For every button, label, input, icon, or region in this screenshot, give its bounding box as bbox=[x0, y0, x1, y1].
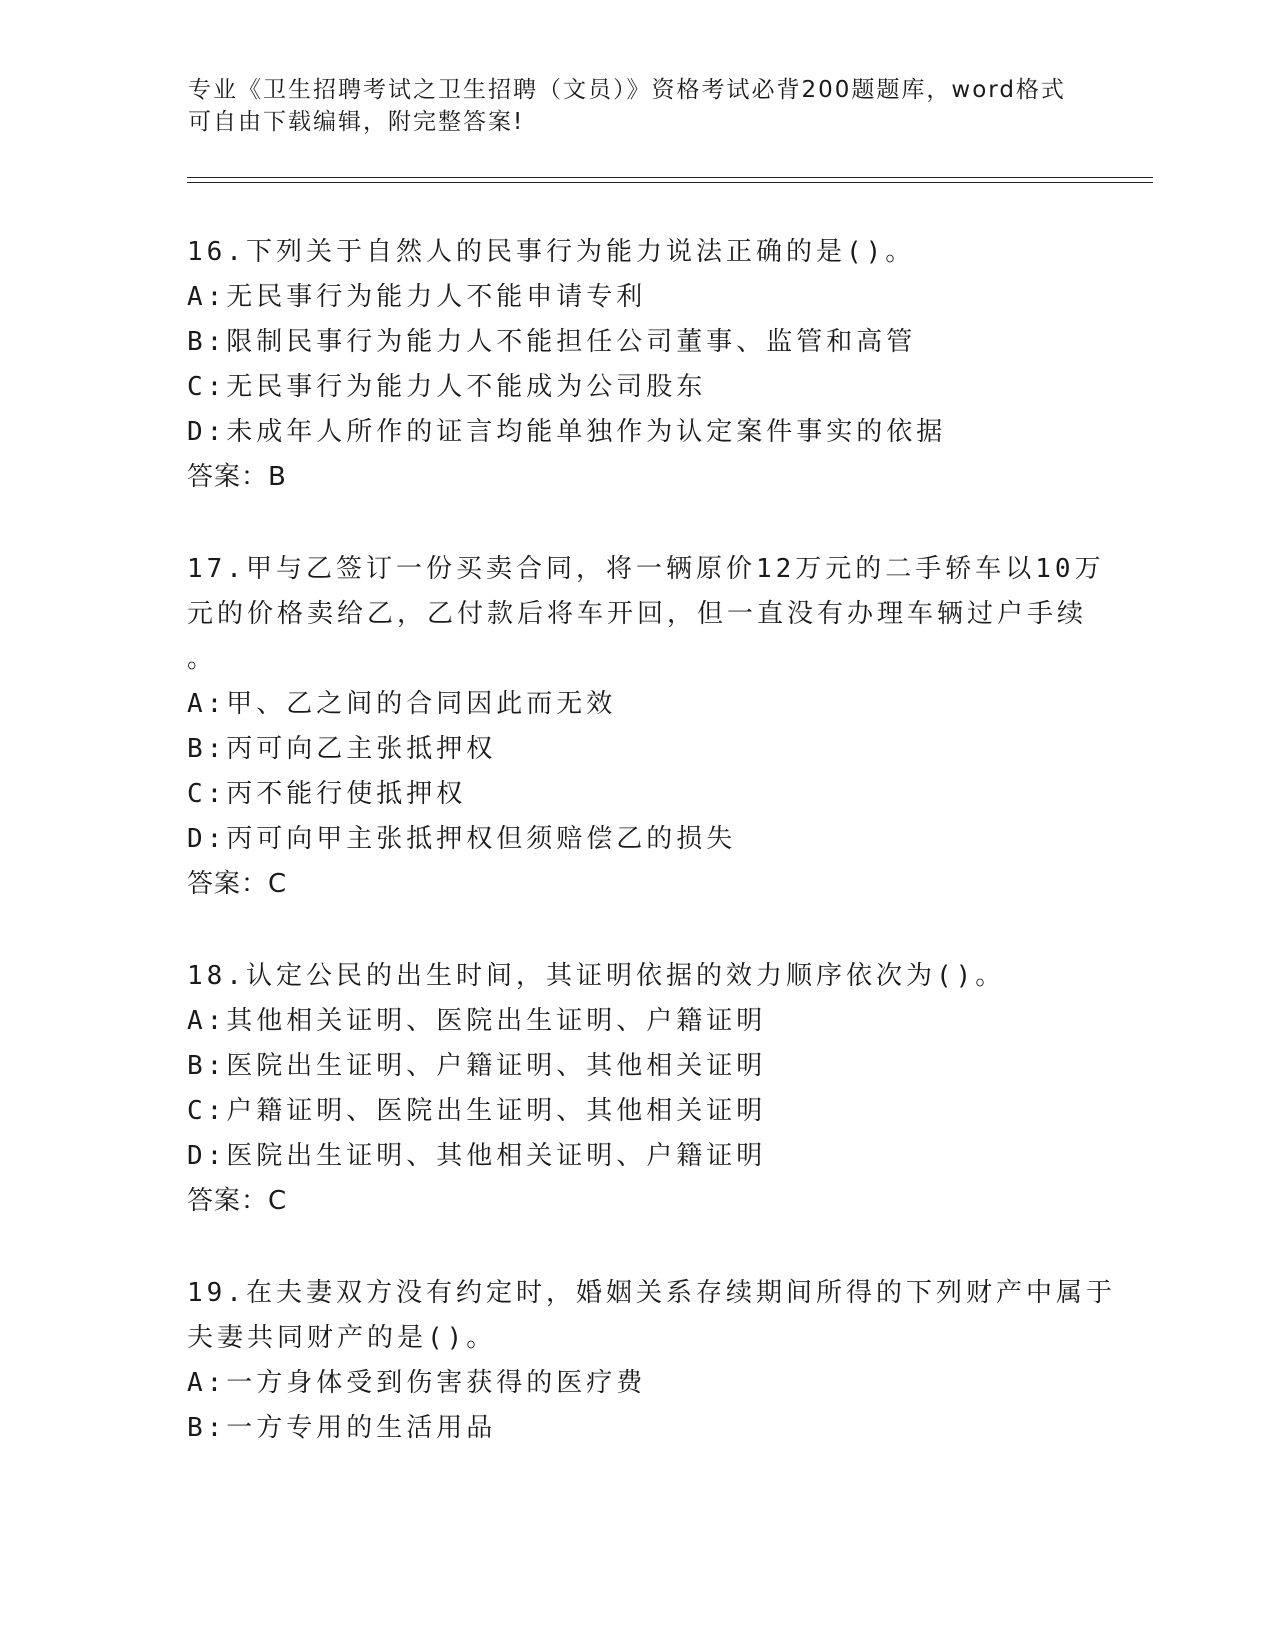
question-stem: 17.甲与乙签订一份买卖合同，将一辆原价12万元的二手轿车以10万 bbox=[187, 554, 1105, 584]
question-16 bbox=[187, 230, 1087, 500]
question-18 bbox=[187, 954, 1087, 1224]
question-stem: 夫妻共同财产的是()。 bbox=[187, 1323, 497, 1353]
option-a: A:其他相关证明、医院出生证明、户籍证明 bbox=[187, 1006, 767, 1036]
option-b: B:一方专用的生活用品 bbox=[187, 1413, 497, 1443]
option-c: C:丙不能行使抵押权 bbox=[187, 779, 467, 809]
option-c: C:户籍证明、医院出生证明、其他相关证明 bbox=[187, 1096, 767, 1126]
option-a: A:一方身体受到伤害获得的医疗费 bbox=[187, 1368, 647, 1398]
question-stem: 16.下列关于自然人的民事行为能力说法正确的是()。 bbox=[187, 237, 916, 267]
answer: 答案：C bbox=[187, 1186, 288, 1216]
header-divider-top bbox=[187, 177, 1153, 178]
answer: 答案：B bbox=[187, 462, 287, 492]
option-b: B:丙可向乙主张抵押权 bbox=[187, 734, 497, 764]
option-a: A:甲、乙之间的合同因此而无效 bbox=[187, 689, 617, 719]
document-header bbox=[188, 74, 1088, 138]
answer: 答案：C bbox=[187, 869, 288, 899]
option-c: C:无民事行为能力人不能成为公司股东 bbox=[187, 372, 707, 402]
question-stem: 19.在夫妻双方没有约定时，婚姻关系存续期间所得的下列财产中属于 bbox=[187, 1278, 1116, 1308]
header-divider-bottom bbox=[187, 182, 1153, 183]
question-17 bbox=[187, 547, 1105, 907]
option-d: D:未成年人所作的证言均能单独作为认定案件事实的依据 bbox=[187, 417, 947, 447]
option-b: B:限制民事行为能力人不能担任公司董事、监管和高管 bbox=[187, 327, 917, 357]
header-line-2: 可自由下载编辑，附完整答案! bbox=[188, 109, 525, 135]
question-list bbox=[187, 230, 1116, 1451]
option-d: D:丙可向甲主张抵押权但须赔偿乙的损失 bbox=[187, 824, 737, 854]
question-19 bbox=[187, 1271, 1116, 1451]
option-a: A:无民事行为能力人不能申请专利 bbox=[187, 282, 647, 312]
header-line-1: 专业《卫生招聘考试之卫生招聘（文员）》资格考试必背200题题库，word格式 bbox=[188, 77, 1066, 103]
option-d: D:医院出生证明、其他相关证明、户籍证明 bbox=[187, 1141, 767, 1171]
question-stem: 18.认定公民的出生时间，其证明依据的效力顺序依次为()。 bbox=[187, 961, 1006, 991]
option-b: B:医院出生证明、户籍证明、其他相关证明 bbox=[187, 1051, 767, 1081]
question-stem: 。 bbox=[187, 644, 218, 674]
question-stem: 元的价格卖给乙，乙付款后将车开回，但一直没有办理车辆过户手续 bbox=[187, 599, 1088, 629]
